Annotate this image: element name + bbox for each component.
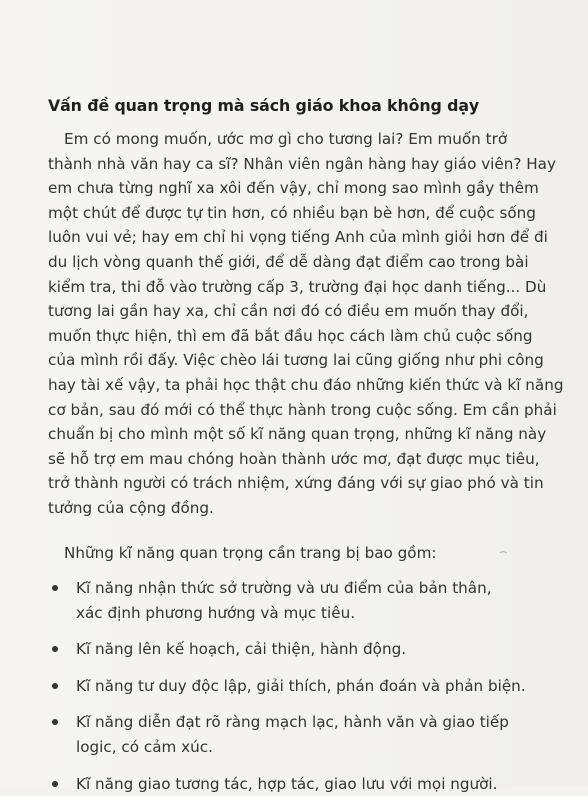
section-heading: Vấn đề quan trọng mà sách giáo khoa không dạy — [48, 96, 480, 115]
bullet-icon — [52, 646, 58, 652]
paragraph-line: sẽ hỗ trợ em mau chóng hoàn thành ước mơ, đạt được mục tiêu, — [48, 449, 540, 468]
paragraph-line: muốn thực hiện, thì em đã bắt đầu học cách làm chủ cuộc sống — [48, 326, 533, 345]
list-item-text: Kĩ năng nhận thức sở trường và ưu điểm của bản thân, — [76, 579, 492, 597]
list-item — [48, 710, 568, 759]
list-item-text: Kĩ năng diễn đạt rõ ràng mạch lạc, hành văn và giao tiếp — [76, 713, 509, 732]
paragraph-line: hay tài xế vậy, ta phải học thật chu đáo những kiến thức và kĩ năng — [48, 375, 564, 394]
list-item-text: logic, có cảm xúc. — [76, 737, 213, 756]
bullet-icon — [52, 683, 58, 689]
list-item-text: xác định phương hướng và mục tiêu. — [76, 603, 356, 622]
skills-list — [48, 576, 568, 796]
paragraph-line: em chưa từng nghĩ xa xôi đến vậy, chỉ mong sao mình gầy thêm — [48, 179, 539, 198]
list-item-text: Kĩ năng lên kế hoạch, cải thiện, hành động. — [76, 640, 407, 659]
list-item — [48, 576, 568, 625]
paragraph-line: luôn vui vẻ; hay em chỉ hi vọng tiếng Anh của mình giỏi hơn để đi — [48, 228, 548, 247]
list-item — [48, 674, 568, 699]
bullet-icon — [52, 585, 58, 591]
list-intro: Những kĩ năng quan trọng cần trang bị bao gồm: — [64, 544, 437, 562]
list-item-text: Kĩ năng tư duy độc lập, giải thích, phán đoán và phản biện. — [76, 676, 526, 695]
paragraph-line: thành nhà văn hay ca sĩ? Nhân viên ngân hàng hay giáo viên? Hay — [48, 154, 556, 173]
paragraph-line: trở thành người có trách nhiệm, xứng đáng với sự giao phó và tin — [48, 474, 544, 493]
paragraph-line: chuẩn bị cho mình một số kĩ năng quan trọng, những kĩ năng này — [48, 425, 547, 444]
paragraph-line: tưởng của cộng đồng. — [48, 498, 214, 517]
paragraph-line: của mình rồi đấy. Việc chèo lái tương lai cũng giống như phi công — [48, 351, 544, 370]
paragraph-line: tương lai gần hay xa, chỉ cần nơi đó có điều em muốn thay đổi, — [48, 302, 529, 321]
paragraph-line: kiểm tra, thi đỗ vào trường cấp 3, trường đại học danh tiếng... Dù — [48, 277, 547, 296]
paragraph-line: một chút để được tự tin hơn, có nhiều bạn bè hơn, để cuộc sống — [48, 203, 536, 222]
body-paragraph — [48, 127, 568, 521]
paragraph-line: du lịch vòng quanh thế giới, để dễ dàng đạt điểm cao trong bài — [48, 252, 529, 271]
list-item — [48, 772, 568, 796]
bullet-icon — [52, 781, 58, 787]
paragraph-line: cơ bản, sau đó mới có thể thực hành trong cuộc sống. Em cần phải — [48, 400, 557, 419]
bullet-icon — [52, 719, 58, 725]
list-item-text: Kĩ năng giao tương tác, hợp tác, giao lưu với mọi người. — [76, 774, 498, 793]
print-speck: ⁀ — [500, 552, 507, 561]
list-item — [48, 637, 568, 662]
paragraph-line: Em có mong muốn, ước mơ gì cho tương lai? Em muốn trở — [64, 130, 508, 148]
